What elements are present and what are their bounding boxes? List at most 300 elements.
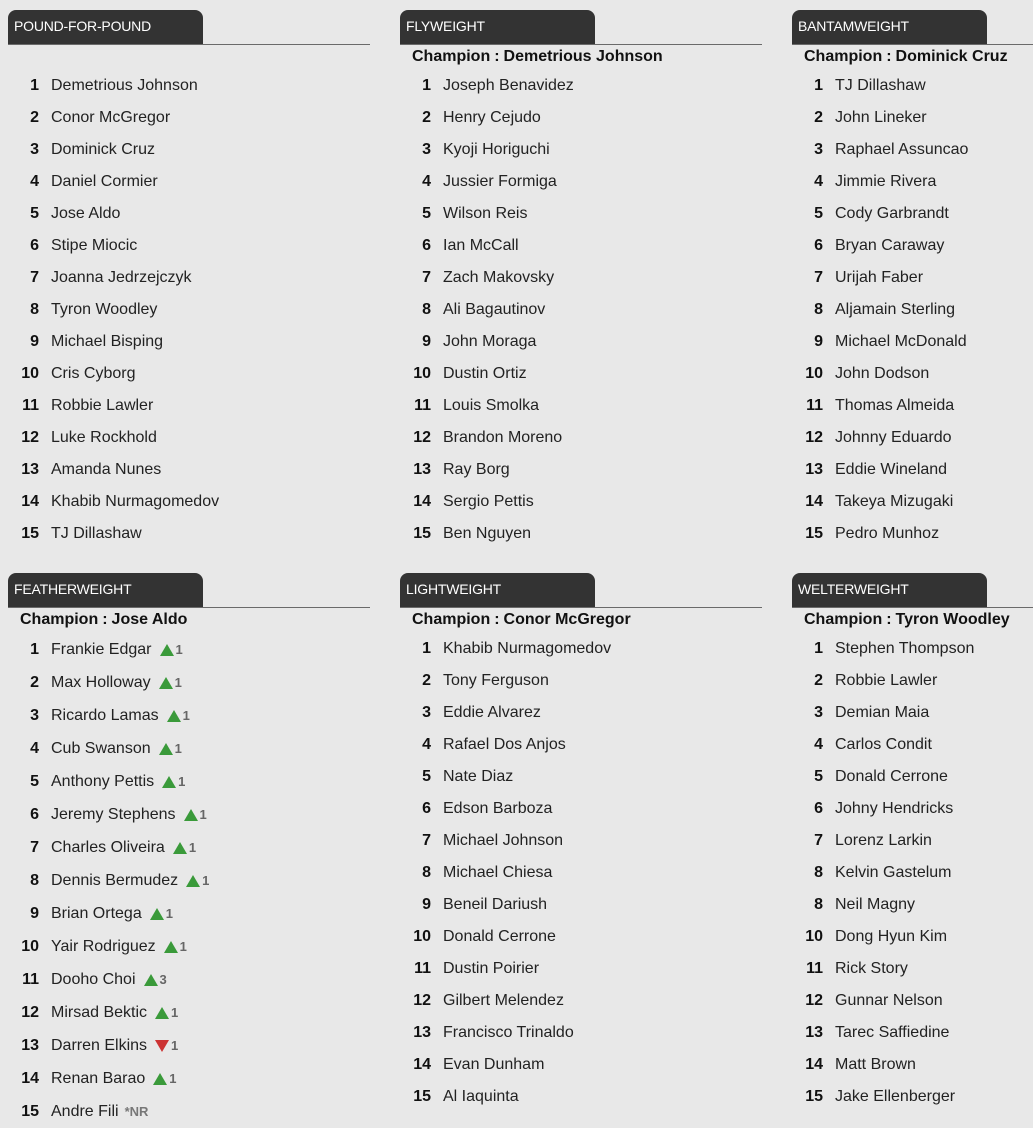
rank-change-value: 1 xyxy=(188,840,197,855)
fighter-rank: 1 xyxy=(422,77,431,94)
fighter-name[interactable]: Cub Swanson xyxy=(51,739,151,757)
fighter-name[interactable]: Brian Ortega xyxy=(51,904,142,922)
fighter-name[interactable]: Demian Maia xyxy=(835,704,930,721)
fighter-name[interactable]: Demetrious Johnson xyxy=(51,77,198,94)
fighter-row xyxy=(400,134,762,166)
fighter-name[interactable]: Carlos Condit xyxy=(835,736,932,753)
fighter-row xyxy=(792,889,1033,921)
fighter-row xyxy=(792,166,1033,198)
fighter-name[interactable]: Robbie Lawler xyxy=(51,397,154,414)
fighter-name[interactable]: Ben Nguyen xyxy=(443,525,532,542)
fighter-name[interactable]: Matt Brown xyxy=(835,1056,916,1073)
fighter-name[interactable]: Johny Hendricks xyxy=(835,800,954,817)
fighter-row xyxy=(792,857,1033,889)
fighter-name[interactable]: Ian McCall xyxy=(443,237,519,254)
champion-line xyxy=(8,45,370,70)
fighter-row xyxy=(792,486,1033,518)
fighter-row xyxy=(8,102,370,134)
fighter-name[interactable]: Michael McDonald xyxy=(835,333,967,350)
fighter-rank: 3 xyxy=(814,141,823,158)
fighter-rank: 3 xyxy=(422,704,431,721)
champion-label: Champion xyxy=(804,611,883,628)
fighter-name[interactable]: Tony Ferguson xyxy=(443,672,549,689)
fighter-row xyxy=(792,729,1033,761)
division-header xyxy=(400,573,762,608)
fighter-name[interactable]: Dustin Poirier xyxy=(443,960,540,977)
rank-change-value: 1 xyxy=(171,1005,179,1020)
division-tab[interactable]: WELTERWEIGHT xyxy=(792,573,987,607)
fighter-rank: 7 xyxy=(422,269,431,286)
fighter-name[interactable]: Bryan Caraway xyxy=(835,237,945,254)
not-ranked-badge: *NR xyxy=(124,1104,149,1119)
arrow-up-icon xyxy=(162,776,176,788)
fighter-row xyxy=(8,198,370,230)
fighter-rank: 11 xyxy=(414,397,431,414)
fighter-name[interactable]: Tarec Saffiedine xyxy=(835,1024,950,1041)
fighter-name[interactable]: Donald Cerrone xyxy=(835,768,948,785)
rank-change xyxy=(162,774,185,789)
arrow-up-icon xyxy=(173,842,187,854)
fighter-rank: 9 xyxy=(30,904,39,922)
division-header xyxy=(792,573,1033,608)
fighter-rank: 5 xyxy=(30,205,39,222)
fighter-name[interactable]: Kelvin Gastelum xyxy=(835,864,952,881)
fighter-row xyxy=(8,897,370,930)
fighter-name[interactable]: Kyoji Horiguchi xyxy=(443,141,550,158)
fighter-row xyxy=(8,963,370,996)
fighter-row xyxy=(8,486,370,518)
champion-name[interactable]: Demetrious Johnson xyxy=(503,48,663,65)
champion-label: Champion xyxy=(412,48,491,65)
fighter-name[interactable]: Andre Fili xyxy=(51,1102,119,1120)
fighter-name[interactable]: Anthony Pettis xyxy=(51,772,155,790)
division-tab[interactable]: LIGHTWEIGHT xyxy=(400,573,595,607)
champion-name[interactable]: Conor McGregor xyxy=(503,611,631,628)
fighter-rank: 2 xyxy=(30,673,39,691)
fighter-name[interactable]: Eddie Wineland xyxy=(835,461,948,478)
fighter-row xyxy=(8,765,370,798)
fighter-name[interactable]: Dooho Choi xyxy=(51,970,136,988)
fighter-rank: 12 xyxy=(21,429,39,446)
champion-name[interactable]: Tyron Woodley xyxy=(895,611,1010,628)
rank-change-value: 1 xyxy=(174,675,182,690)
fighter-name[interactable]: Jake Ellenberger xyxy=(835,1088,956,1105)
rank-change-value: 1 xyxy=(178,774,186,789)
fighter-rank: 2 xyxy=(422,109,431,126)
division-header xyxy=(8,10,370,45)
fighter-rank: 10 xyxy=(805,928,823,945)
fighter-row xyxy=(400,390,762,422)
fighter-rank: 8 xyxy=(30,871,39,889)
division-bantamweight xyxy=(792,10,1033,550)
fighter-name[interactable]: Ray Borg xyxy=(443,461,510,478)
fighter-row xyxy=(400,633,762,665)
fighter-row xyxy=(792,454,1033,486)
fighter-name[interactable]: Brandon Moreno xyxy=(443,429,563,446)
champion-label: Champion xyxy=(412,611,491,628)
arrow-up-icon xyxy=(150,908,164,920)
fighter-name[interactable]: Stipe Miocic xyxy=(51,237,138,254)
rank-change xyxy=(167,708,190,723)
fighter-rank: 4 xyxy=(814,173,823,190)
fighter-rank: 10 xyxy=(413,365,431,382)
rank-change xyxy=(186,873,209,888)
fighter-name[interactable]: Michael Bisping xyxy=(51,333,164,350)
fighter-name[interactable]: Ricardo Lamas xyxy=(51,706,159,724)
fighter-row xyxy=(8,930,370,963)
fighter-name[interactable]: Robbie Lawler xyxy=(835,672,938,689)
rankings-list xyxy=(400,633,762,1113)
fighter-name[interactable]: Darren Elkins xyxy=(51,1036,148,1054)
fighter-name[interactable]: Khabib Nurmagomedov xyxy=(443,640,612,657)
champion-line xyxy=(792,45,1033,70)
rank-change-value: 1 xyxy=(182,708,190,723)
fighter-rank: 3 xyxy=(422,141,431,158)
fighter-rank: 14 xyxy=(805,1056,823,1073)
rankings-list xyxy=(8,633,370,1128)
fighter-name[interactable]: Joseph Benavidez xyxy=(443,77,574,94)
fighter-row xyxy=(400,985,762,1017)
fighter-rank: 15 xyxy=(413,1088,431,1105)
fighter-rank: 10 xyxy=(21,365,39,382)
fighter-row xyxy=(8,262,370,294)
fighter-name[interactable]: Khabib Nurmagomedov xyxy=(51,493,220,510)
rank-change-value: 1 xyxy=(202,873,210,888)
fighter-row xyxy=(400,358,762,390)
fighter-row xyxy=(8,798,370,831)
rankings-list xyxy=(400,70,762,550)
fighter-name[interactable]: Frankie Edgar xyxy=(51,640,152,658)
fighter-name[interactable]: Beneil Dariush xyxy=(443,896,548,913)
fighter-name[interactable]: Jeremy Stephens xyxy=(51,805,176,823)
fighter-row xyxy=(400,953,762,985)
fighter-name[interactable]: Tyron Woodley xyxy=(51,301,158,318)
fighter-rank: 12 xyxy=(805,429,823,446)
fighter-rank: 14 xyxy=(805,493,823,510)
rank-change xyxy=(153,1071,176,1086)
fighter-row xyxy=(400,262,762,294)
fighter-row xyxy=(8,1029,370,1062)
fighter-rank: 15 xyxy=(21,525,39,542)
fighter-row xyxy=(8,996,370,1029)
fighter-rank: 13 xyxy=(805,461,823,478)
fighter-name[interactable]: Evan Dunham xyxy=(443,1056,545,1073)
fighter-rank: 13 xyxy=(805,1024,823,1041)
fighter-name[interactable]: Wilson Reis xyxy=(443,205,528,222)
fighter-rank: 11 xyxy=(22,970,39,988)
champion-line xyxy=(400,608,762,633)
fighter-rank: 11 xyxy=(806,960,823,977)
champion-line xyxy=(8,608,370,633)
fighter-row xyxy=(400,326,762,358)
arrow-up-icon xyxy=(159,677,173,689)
fighter-name[interactable]: John Lineker xyxy=(835,109,927,126)
fighter-rank: 4 xyxy=(422,173,431,190)
fighter-rank: 6 xyxy=(814,237,823,254)
fighter-rank: 4 xyxy=(30,739,39,757)
fighter-name[interactable]: Raphael Assuncao xyxy=(835,141,969,158)
fighter-rank: 14 xyxy=(413,493,431,510)
division-lightweight xyxy=(400,573,762,1113)
fighter-name[interactable]: Pedro Munhoz xyxy=(835,525,940,542)
fighter-row xyxy=(792,761,1033,793)
fighter-rank: 10 xyxy=(805,365,823,382)
fighter-row xyxy=(8,666,370,699)
fighter-row xyxy=(8,699,370,732)
arrow-up-icon xyxy=(144,974,158,986)
fighter-rank: 14 xyxy=(21,493,39,510)
fighter-name[interactable]: John Moraga xyxy=(443,333,537,350)
fighter-rank: 12 xyxy=(413,992,431,1009)
fighter-rank: 1 xyxy=(30,77,39,94)
fighter-row xyxy=(792,294,1033,326)
fighter-name[interactable]: John Dodson xyxy=(835,365,930,382)
fighter-row xyxy=(8,230,370,262)
fighter-row xyxy=(792,985,1033,1017)
fighter-rank: 9 xyxy=(422,333,431,350)
fighter-rank: 7 xyxy=(30,269,39,286)
fighter-row xyxy=(792,230,1033,262)
division-tab[interactable]: POUND-FOR-POUND xyxy=(8,10,203,44)
fighter-name[interactable]: Sergio Pettis xyxy=(443,493,534,510)
fighter-row xyxy=(8,518,370,550)
fighter-rank: 6 xyxy=(422,800,431,817)
rank-change xyxy=(155,1038,178,1053)
fighter-rank: 1 xyxy=(814,640,823,657)
fighter-row xyxy=(792,1081,1033,1113)
fighter-name[interactable]: Ali Bagautinov xyxy=(443,301,546,318)
fighter-row xyxy=(400,454,762,486)
fighter-row xyxy=(400,1017,762,1049)
fighter-name[interactable]: Urijah Faber xyxy=(835,269,924,286)
fighter-rank: 9 xyxy=(30,333,39,350)
fighter-name[interactable]: Lorenz Larkin xyxy=(835,832,932,849)
division-header xyxy=(400,10,762,45)
rank-change xyxy=(144,972,167,987)
fighter-row xyxy=(792,793,1033,825)
fighter-rank: 6 xyxy=(422,237,431,254)
champion-line xyxy=(400,45,762,70)
rank-change-value: 1 xyxy=(174,741,182,756)
division-tab[interactable]: FEATHERWEIGHT xyxy=(8,573,203,607)
fighter-rank: 15 xyxy=(21,1102,39,1120)
fighter-name[interactable]: Conor McGregor xyxy=(51,109,171,126)
fighter-name[interactable]: Rick Story xyxy=(835,960,908,977)
fighter-rank: 6 xyxy=(30,805,39,823)
fighter-name[interactable]: Neil Magny xyxy=(835,896,916,913)
division-pound-for-pound xyxy=(8,10,370,550)
fighter-name[interactable]: TJ Dillashaw xyxy=(51,525,142,542)
fighter-row xyxy=(792,198,1033,230)
fighter-name[interactable]: Max Holloway xyxy=(51,673,151,691)
arrow-down-icon xyxy=(155,1040,169,1052)
fighter-name[interactable]: Louis Smolka xyxy=(443,397,540,414)
fighter-rank: 14 xyxy=(413,1056,431,1073)
fighter-row xyxy=(792,422,1033,454)
arrow-up-icon xyxy=(153,1073,167,1085)
division-header xyxy=(8,573,370,608)
fighter-row xyxy=(792,633,1033,665)
champion-label: Champion xyxy=(20,611,99,628)
fighter-name[interactable]: Takeya Mizugaki xyxy=(835,493,954,510)
fighter-rank: 1 xyxy=(30,640,39,658)
fighter-row xyxy=(8,358,370,390)
division-header xyxy=(792,10,1033,45)
fighter-rank: 15 xyxy=(805,525,823,542)
fighter-row xyxy=(8,1062,370,1095)
fighter-name[interactable]: Henry Cejudo xyxy=(443,109,541,126)
champion-separator: : xyxy=(494,48,500,65)
fighter-row xyxy=(8,1095,370,1128)
fighter-row xyxy=(792,262,1033,294)
fighter-rank: 8 xyxy=(814,896,823,913)
fighter-name[interactable]: Daniel Cormier xyxy=(51,173,158,190)
fighter-rank: 7 xyxy=(30,838,39,856)
fighter-row xyxy=(792,825,1033,857)
fighter-name[interactable]: Jimmie Rivera xyxy=(835,173,937,190)
fighter-rank: 5 xyxy=(814,205,823,222)
fighter-row xyxy=(400,1081,762,1113)
arrow-up-icon xyxy=(186,875,200,887)
champion-separator: : xyxy=(886,611,892,628)
fighter-rank: 15 xyxy=(805,1088,823,1105)
fighter-rank: 12 xyxy=(413,429,431,446)
division-tab[interactable]: BANTAMWEIGHT xyxy=(792,10,987,44)
fighter-name[interactable]: Dong Hyun Kim xyxy=(835,928,948,945)
arrow-up-icon xyxy=(159,743,173,755)
fighter-name[interactable]: Luke Rockhold xyxy=(51,429,157,446)
division-flyweight xyxy=(400,10,762,550)
rank-change xyxy=(160,642,183,657)
fighter-row xyxy=(400,1049,762,1081)
fighter-name[interactable]: Michael Johnson xyxy=(443,832,564,849)
division-tab[interactable]: FLYWEIGHT xyxy=(400,10,595,44)
division-welterweight xyxy=(792,573,1033,1113)
fighter-rank: 8 xyxy=(422,864,431,881)
fighter-rank: 2 xyxy=(422,672,431,689)
fighter-rank: 1 xyxy=(422,640,431,657)
fighter-name[interactable]: Dustin Ortiz xyxy=(443,365,527,382)
fighter-row xyxy=(400,889,762,921)
fighter-name[interactable]: Charles Oliveira xyxy=(51,838,165,856)
fighter-row xyxy=(400,665,762,697)
fighter-row xyxy=(400,70,762,102)
fighter-row xyxy=(792,665,1033,697)
fighter-name[interactable]: Francisco Trinaldo xyxy=(443,1024,574,1041)
fighter-row xyxy=(792,697,1033,729)
fighter-row xyxy=(792,326,1033,358)
fighter-name[interactable]: Michael Chiesa xyxy=(443,864,553,881)
fighter-name[interactable]: Zach Makovsky xyxy=(443,269,555,286)
fighter-row xyxy=(400,729,762,761)
fighter-rank: 5 xyxy=(814,768,823,785)
rankings-list xyxy=(792,633,1033,1113)
fighter-row xyxy=(8,390,370,422)
fighter-rank: 12 xyxy=(805,992,823,1009)
fighter-row xyxy=(400,102,762,134)
champion-name[interactable]: Dominick Cruz xyxy=(895,48,1008,65)
fighter-name[interactable]: Eddie Alvarez xyxy=(443,704,541,721)
fighter-name[interactable]: Cris Cyborg xyxy=(51,365,136,382)
fighter-row xyxy=(400,198,762,230)
fighter-name[interactable]: Renan Barao xyxy=(51,1069,146,1087)
fighter-row xyxy=(400,230,762,262)
rankings-list xyxy=(792,70,1033,550)
fighter-row xyxy=(400,793,762,825)
champion-name[interactable]: Jose Aldo xyxy=(111,611,188,628)
fighter-rank: 14 xyxy=(21,1069,39,1087)
fighter-name[interactable]: Donald Cerrone xyxy=(443,928,556,945)
fighter-name[interactable]: TJ Dillashaw xyxy=(835,77,926,94)
fighter-row xyxy=(792,390,1033,422)
fighter-rank: 4 xyxy=(422,736,431,753)
fighter-name[interactable]: Edson Barboza xyxy=(443,800,553,817)
fighter-rank: 7 xyxy=(422,832,431,849)
fighter-rank: 8 xyxy=(30,301,39,318)
fighter-row xyxy=(8,326,370,358)
fighter-row xyxy=(792,102,1033,134)
fighter-row xyxy=(792,134,1033,166)
fighter-name[interactable]: Dominick Cruz xyxy=(51,141,156,158)
fighter-name[interactable]: Dennis Bermudez xyxy=(51,871,179,889)
arrow-up-icon xyxy=(167,710,181,722)
fighter-name[interactable]: Thomas Almeida xyxy=(835,397,955,414)
fighter-rank: 6 xyxy=(814,800,823,817)
fighter-name[interactable]: Gunnar Nelson xyxy=(835,992,943,1009)
fighter-rank: 10 xyxy=(21,937,39,955)
fighter-name[interactable]: Johnny Eduardo xyxy=(835,429,952,446)
fighter-row xyxy=(400,294,762,326)
fighter-rank: 3 xyxy=(30,706,39,724)
fighter-rank: 4 xyxy=(814,736,823,753)
fighter-rank: 5 xyxy=(30,772,39,790)
fighter-name[interactable]: Gilbert Melendez xyxy=(443,992,564,1009)
champion-label: Champion xyxy=(804,48,883,65)
fighter-row xyxy=(400,857,762,889)
fighter-name[interactable]: Al Iaquinta xyxy=(443,1088,519,1105)
fighter-name[interactable]: Cody Garbrandt xyxy=(835,205,949,222)
fighter-row xyxy=(400,825,762,857)
fighter-name[interactable]: Stephen Thompson xyxy=(835,640,975,657)
rank-change xyxy=(150,906,173,921)
arrow-up-icon xyxy=(160,644,174,656)
fighter-name[interactable]: Mirsad Bektic xyxy=(51,1003,148,1021)
fighter-row xyxy=(792,921,1033,953)
fighter-name[interactable]: Joanna Jedrzejczyk xyxy=(51,269,192,286)
fighter-rank: 12 xyxy=(21,1003,39,1021)
fighter-rank: 3 xyxy=(30,141,39,158)
fighter-name[interactable]: Nate Diaz xyxy=(443,768,514,785)
fighter-row xyxy=(8,864,370,897)
fighter-rank: 5 xyxy=(422,768,431,785)
fighter-name[interactable]: Aljamain Sterling xyxy=(835,301,956,318)
fighter-row xyxy=(400,166,762,198)
fighter-row xyxy=(8,294,370,326)
fighter-row xyxy=(400,486,762,518)
fighter-row xyxy=(8,831,370,864)
fighter-name[interactable]: Rafael Dos Anjos xyxy=(443,736,566,753)
fighter-name[interactable]: Yair Rodriguez xyxy=(51,937,156,955)
fighter-row xyxy=(792,953,1033,985)
fighter-rank: 9 xyxy=(422,896,431,913)
fighter-name[interactable]: Amanda Nunes xyxy=(51,461,162,478)
fighter-row xyxy=(400,518,762,550)
fighter-name[interactable]: Jose Aldo xyxy=(51,205,121,222)
fighter-name[interactable]: Jussier Formiga xyxy=(443,173,557,190)
fighter-rank: 2 xyxy=(814,672,823,689)
fighter-row xyxy=(792,1049,1033,1081)
rank-change xyxy=(184,807,207,822)
